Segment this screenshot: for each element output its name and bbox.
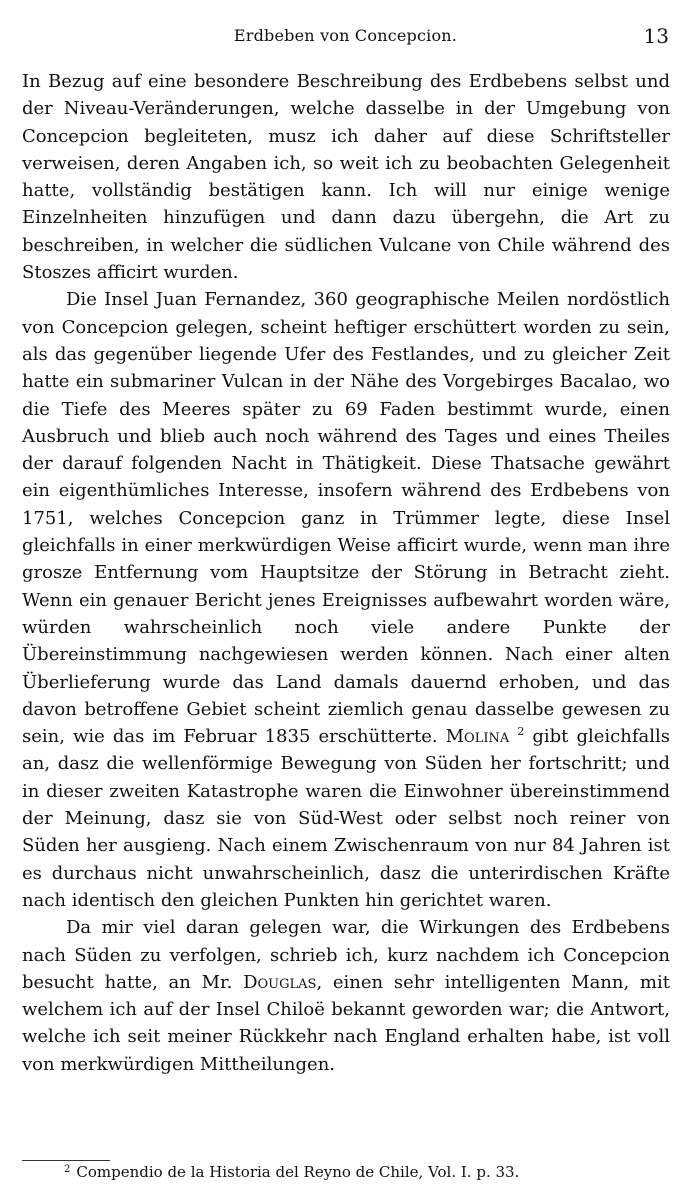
running-title: Erdbeben von Concepcion.: [233, 26, 458, 45]
page-number: 13: [643, 24, 669, 48]
footnote-divider: [22, 1160, 110, 1161]
paragraph-2: [22, 286, 670, 914]
running-head: [0, 22, 691, 52]
paragraph-text: gibt gleichfalls an, dasz die wellenförmige Bewegung von Süden her fortschritt; und in dieser zweiten Katastrophe waren die Einwohner übereinstimmend der Meinung, dasz sie von Süd-West oder selbst noch reiner von Süden her ausgieng. Nach einem Zwischenraum von nur 84 Jahren ist es durchaus nicht unwahrscheinlich, dasz die unterirdischen Kräfte nach identisch den gleichen Punkten hin gerichtet waren.: [22, 726, 670, 911]
paragraph-text: Die Insel Juan Fernandez, 360 geographische Meilen nordöstlich von Concepcion gelegen, scheint heftiger erschüttert worden zu sein, als das gegenüber liegende Ufer des Festlandes, und zu gleicher Zeit hatte ein submariner Vulcan in der Nähe des Vorgebirges Bacalao, wo die Tiefe des Meeres später zu 69 Faden bestimmt wurde, einen Ausbruch und blieb auch noch während des Tages und eines Theiles der darauf folgenden Nacht in Thätigkeit. Diese Thatsache gewährt ein eigenthümliches Interesse, insofern während des Erdbebens von 1751, welches Concepcion ganz in Trümmer legte, diese Insel gleichfalls in einer merkwürdigen Weise afficirt wurde, wenn man ihre grosze Entfernung vom Hauptsitze der Störung in Betracht zieht. Wenn ein genauer Bericht jenes Ereignisses aufbewahrt worden wäre, würden wahrscheinlich noch viele andere Punkte der Übereinstimmung nachgewiesen werden können. Nach einer alten Überlieferung wurde das Land damals dauernd erhoben, und das davon betroffene Gebiet scheint ziemlich genau dasselbe gewesen zu sein, wie das im Februar 1835 erschütterte.: [22, 289, 670, 748]
paragraph-3: [22, 914, 670, 1078]
paragraph-1: [22, 68, 670, 286]
body-text: [22, 68, 670, 1078]
person-name-douglas: Douglas: [243, 971, 317, 993]
paragraph-text: In Bezug auf eine besondere Beschreibung des Erdbebens selbst und der Niveau-Veränderungen, welche dasselbe in der Umgebung von Concepcion begleiteten, musz ich daher auf diese Schriftsteller verweisen, deren Angaben ich, so weit ich zu beobachten Gelegenheit hatte, vollständig bestätigen kann. Ich will nur einige wenige Einzelnheiten hinzufügen und dann dazu übergehn, die Art zu beschreiben, in welcher die südlichen Vulcane von Chile während des Stoszes afficirt wurden.: [22, 71, 670, 284]
footnote-marker: 2: [64, 1164, 71, 1175]
footnote-reference: 2: [517, 725, 525, 739]
paragraph-text: Da mir viel daran gelegen war, die Wirkungen des Erdbebens nach Süden zu verfolgen, schrieb ich, kurz nachdem ich Concepcion besucht hatte, an Mr.: [22, 917, 670, 993]
footnote: [64, 1163, 519, 1181]
paragraph-text: , einen sehr intelligenten Mann, mit welchem ich auf der Insel Chiloë bekannt geworden war; die Antwort, welche ich seit meiner Rückkehr nach England erhalten habe, ist voll von merkwürdigen Mittheilungen.: [22, 971, 670, 1075]
footnote-text: Compendio de la Historia del Reyno de Chile, Vol. I. p. 33.: [76, 1163, 520, 1181]
author-name-molina: Molina: [445, 726, 510, 748]
